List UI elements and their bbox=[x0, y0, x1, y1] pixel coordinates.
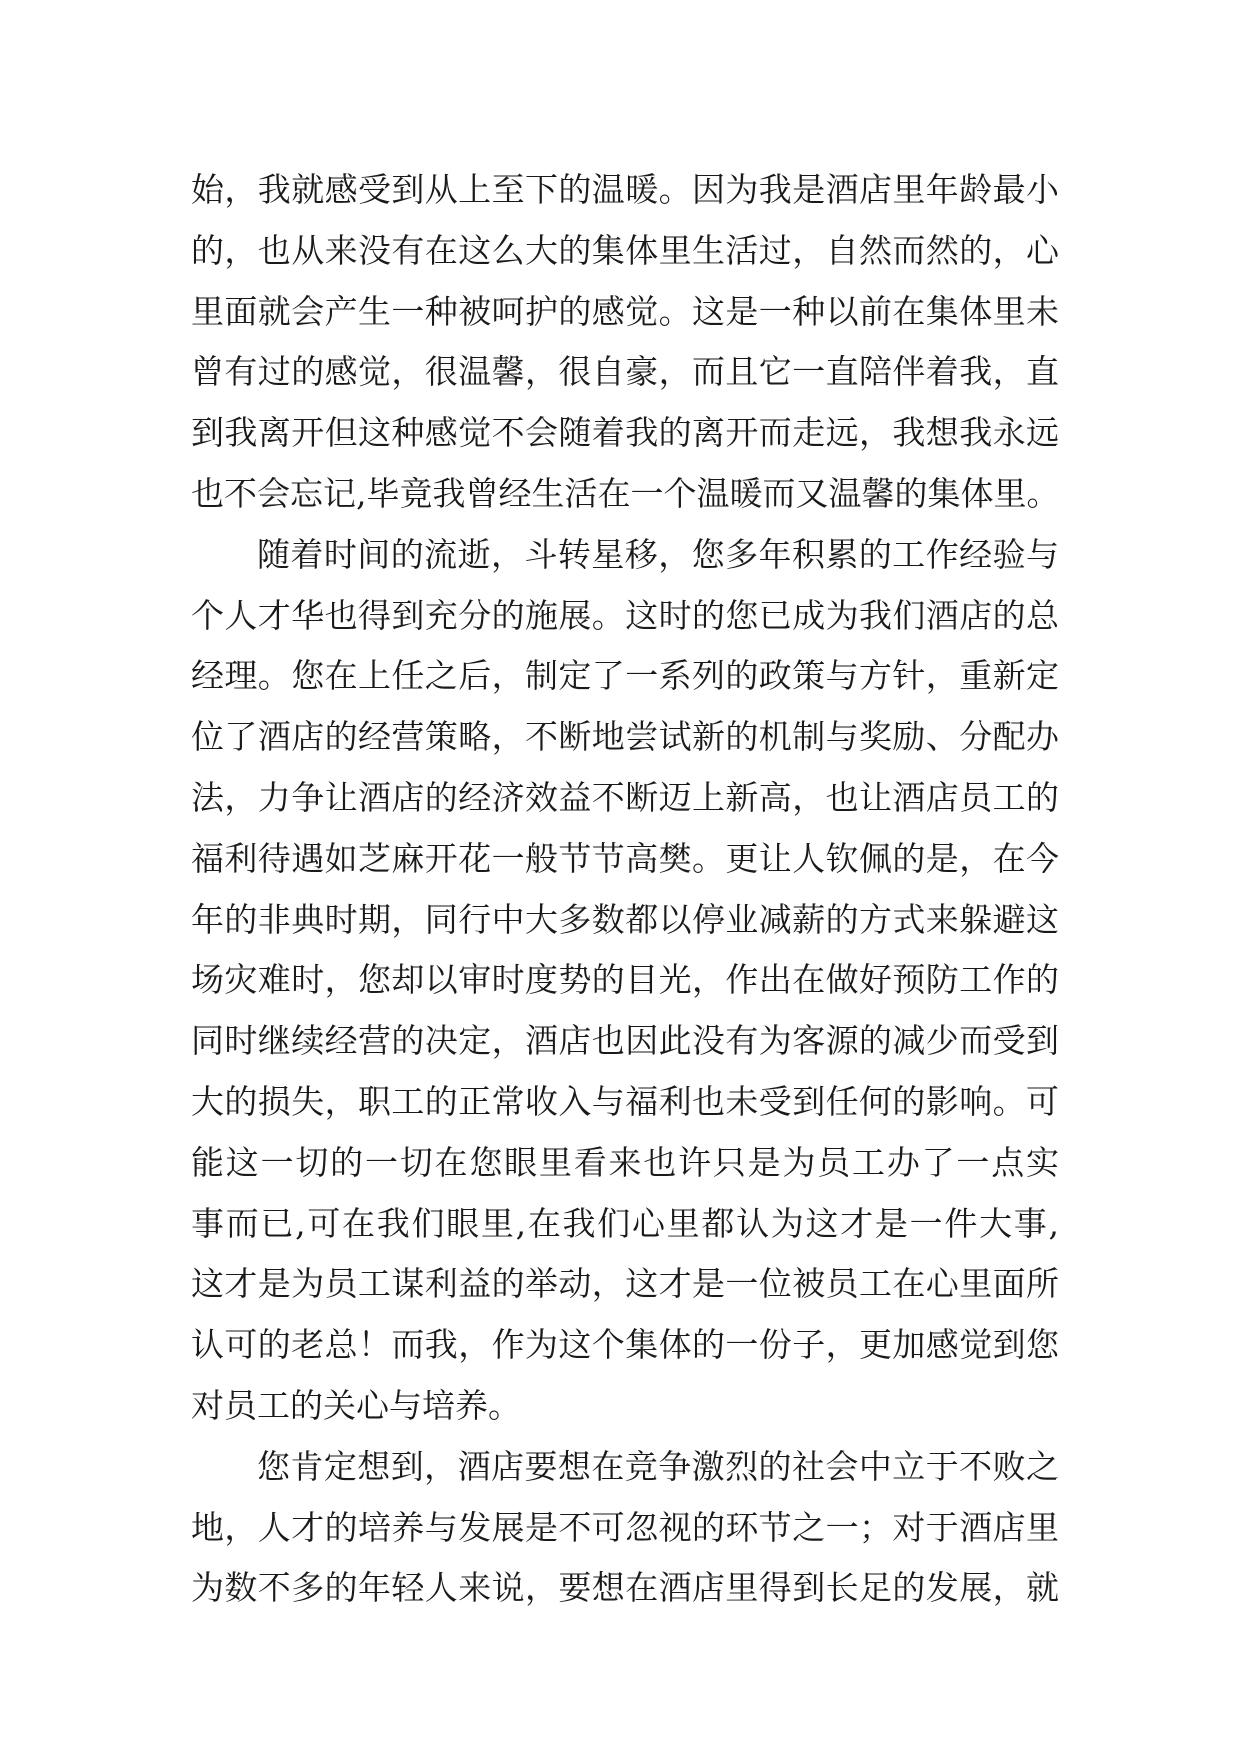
text-line: 经理。您在上任之后，制定了一系列的政策与方针，重新定 bbox=[191, 656, 1059, 696]
text-line: 个人才华也得到充分的施展。这时的您已成为我们酒店的总 bbox=[191, 595, 1059, 635]
text-line: 年的非典时期，同行中大多数都以停业减薪的方式来躲避这 bbox=[191, 899, 1059, 939]
text-line: 法，力争让酒店的经济效益不断迈上新高，也让酒店员工的 bbox=[191, 777, 1059, 817]
text-line: 也不会忘记,毕竟我曾经生活在一个温暖而又温馨的集体里。 bbox=[191, 473, 1060, 513]
text-line: 对员工的关心与培养。 bbox=[191, 1385, 521, 1425]
text-line: 能这一切的一切在您眼里看来也许只是为员工办了一点实 bbox=[191, 1142, 1059, 1182]
paragraph-3 bbox=[191, 1437, 1059, 1619]
text-line: 事而已,可在我们眼里,在我们心里都认为这才是一件大事, bbox=[191, 1203, 1059, 1243]
text-line: 位了酒店的经营策略，不断地尝试新的机制与奖励、分配办 bbox=[191, 717, 1059, 757]
text-line: 里面就会产生一种被呵护的感觉。这是一种以前在集体里未 bbox=[191, 291, 1059, 331]
text-line: 地，人才的培养与发展是不可忽视的环节之一；对于酒店里 bbox=[191, 1507, 1059, 1547]
text-line: 为数不多的年轻人来说，要想在酒店里得到长足的发展，就 bbox=[191, 1568, 1059, 1608]
text-line: 始，我就感受到从上至下的温暖。因为我是酒店里年龄最小 bbox=[191, 170, 1059, 209]
text-line: 曾有过的感觉，很温馨，很自豪，而且它一直陪伴着我，直 bbox=[191, 352, 1059, 392]
text-line: 到我离开但这种感觉不会随着我的离开而走远，我想我永远 bbox=[191, 413, 1059, 453]
text-line: 同时继续经营的决定，酒店也因此没有为客源的减少而受到 bbox=[191, 1021, 1059, 1061]
paragraph-1 bbox=[191, 160, 1059, 525]
text-line: 认可的老总！而我，作为这个集体的一份子，更加感觉到您 bbox=[191, 1325, 1059, 1365]
body-text bbox=[191, 160, 1059, 1619]
text-line: 福利待遇如芝麻开花一般节节高樊。更让人钦佩的是，在今 bbox=[191, 838, 1059, 878]
text-line: 大的损失，职工的正常收入与福利也未受到任何的影响。可 bbox=[191, 1081, 1059, 1121]
paragraph-2 bbox=[191, 525, 1059, 1437]
text-line: 您肯定想到，酒店要想在竞争激烈的社会中立于不败之 bbox=[257, 1446, 1059, 1486]
text-line: 这才是为员工谋利益的举动，这才是一位被员工在心里面所 bbox=[191, 1264, 1059, 1304]
text-line: 场灾难时，您却以审时度势的目光，作出在做好预防工作的 bbox=[191, 960, 1059, 1000]
text-line: 随着时间的流逝，斗转星移，您多年积累的工作经验与 bbox=[257, 534, 1059, 574]
text-line: 的，也从来没有在这么大的集体里生活过，自然而然的，心 bbox=[191, 230, 1059, 270]
